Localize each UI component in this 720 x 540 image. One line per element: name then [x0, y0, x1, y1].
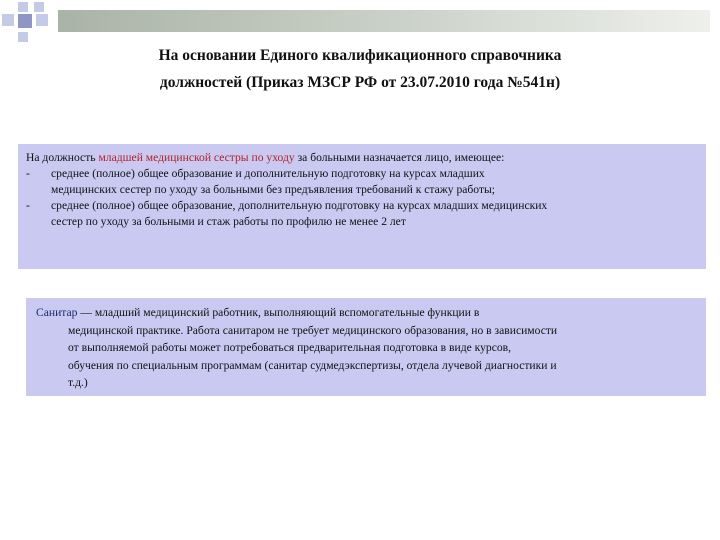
- definition-line: медицинской практике. Работа санитаром не требует медицинского образования, но в зависимости: [68, 323, 558, 337]
- requirement-item: [26, 166, 698, 198]
- requirement-text: среднее (полное) общее образование и дополнительную подготовку на курсах младших: [51, 167, 485, 180]
- definition-line: [36, 304, 698, 322]
- bullet-dash: -: [26, 167, 30, 180]
- requirement-text: сестер по уходу за больными и стаж работы по профилю не менее 2 лет: [51, 215, 406, 228]
- page-title: [90, 42, 630, 96]
- decor-square: [18, 2, 28, 12]
- definition-line: от выполняемой работы может потребоваться предварительная подготовка в виде курсов,: [68, 341, 512, 354]
- term-label: Санитар: [36, 306, 78, 319]
- title-line: должностей (Приказ МЗСР РФ от 23.07.2010 года №541н): [159, 74, 561, 91]
- decor-square: [18, 32, 28, 42]
- definition-line: т.д.): [68, 376, 88, 389]
- decor-square: [36, 14, 48, 26]
- definition-line: обучения по специальным программам (санитар судмедэкспертизы, отдела лучевой диагностики и: [68, 358, 557, 372]
- bullet-dash: -: [26, 199, 30, 212]
- intro-suffix: за больными назначается лицо, имеющее:: [294, 151, 505, 164]
- position-highlight: младшей медицинской сестры по уходу: [98, 151, 295, 164]
- intro-line: [26, 150, 698, 166]
- orderly-definition-box: [26, 298, 706, 396]
- intro-prefix: На должность: [26, 151, 99, 164]
- decor-square: [34, 2, 44, 12]
- requirement-text: среднее (полное) общее образование, дополнительную подготовку на курсах младших медицинских: [51, 199, 548, 212]
- definition-text: — младший медицинский работник, выполняющий вспомогательные функции в: [77, 306, 480, 319]
- requirement-item: [26, 198, 698, 230]
- decor-square: [2, 14, 14, 26]
- nurse-requirements-box: [18, 144, 706, 269]
- corner-decoration: [0, 0, 60, 50]
- header-bar: [58, 10, 710, 32]
- decor-square: [18, 14, 32, 28]
- requirement-text: медицинских сестер по уходу за больными без предъявления требований к стажу работы;: [51, 183, 496, 196]
- title-line: На основании Единого квалификационного справочника: [158, 47, 562, 64]
